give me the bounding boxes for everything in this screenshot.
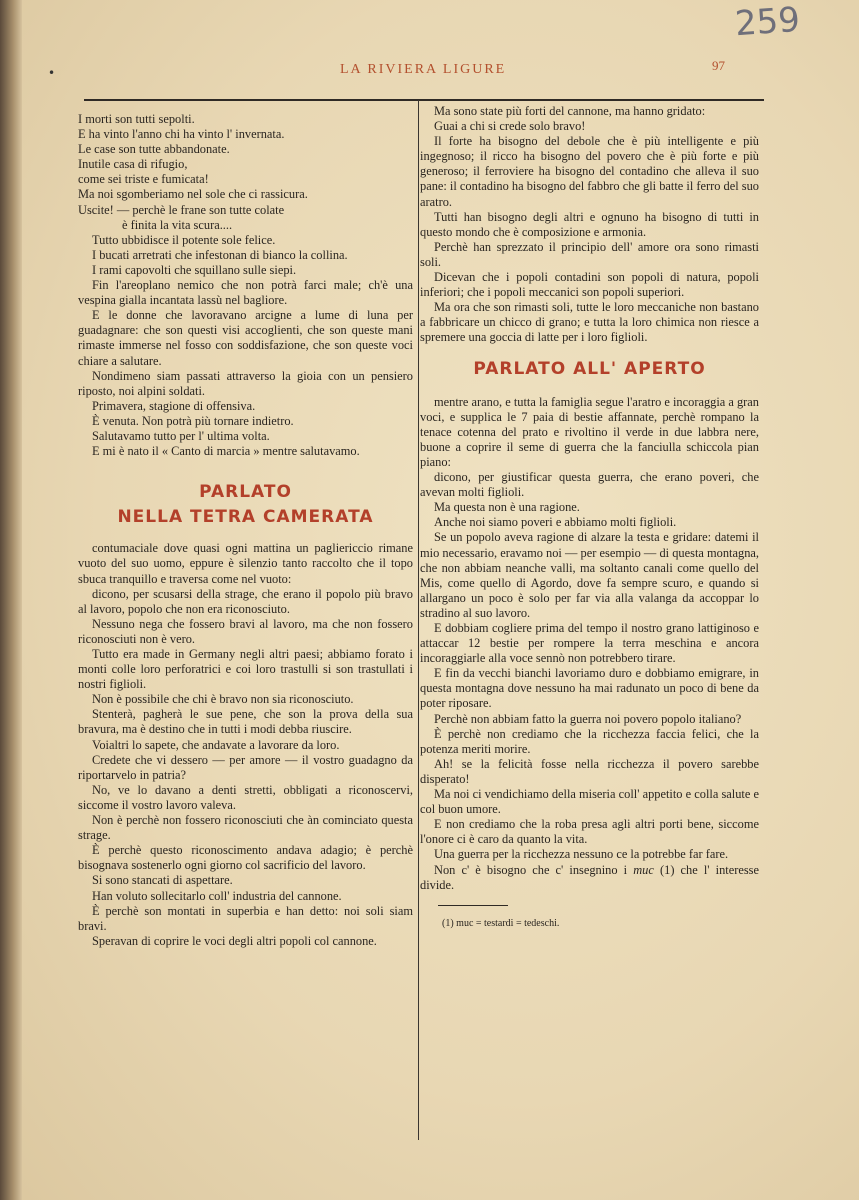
paragraph: contumaciale dove quasi ogni mattina un pagliericcio rimane vuoto del suo uomo, eppure è silenzio tanto raccolto che il topo sbuca tranquillo e traversa come nel vuoto: [78, 541, 413, 586]
verse-line: I morti son tutti sepolti. [78, 112, 195, 126]
paragraph: È venuta. Non potrà più tornare indietro. [92, 413, 294, 428]
paragraph: È perchè non crediamo che la ricchezza faccia felici, che la potenza meriti morire. [420, 726, 759, 756]
right-column [420, 104, 759, 931]
paragraph: Ma questa non è una ragione. [434, 500, 580, 515]
poem-verse [78, 112, 413, 233]
paragraph: No, ve lo davano a denti stretti, obbligati a riconoscervi, siccome il vostro lavoro valeva. [78, 782, 413, 812]
paragraph [420, 863, 759, 893]
paragraph: È perchè questo riconoscimento andava adagio; è perchè bisognava sostenerlo ogni giorno col sacrificio del lavoro. [78, 843, 413, 873]
paragraph: Perchè han sprezzato il principio dell' amore ora sono rimasti soli. [420, 239, 759, 269]
margin-dot: • [48, 66, 56, 80]
verse-line: è finita la vita scura.... [122, 217, 233, 232]
paragraph: E non crediamo che la roba presa agli altri porti bene, siccome l'onore ci è caro da quanto la vita. [420, 817, 759, 847]
paragraph: Fin l'areoplano nemico che non potrà farci male; ch'è una vespina gialla incantata lassù nel bagliore. [78, 278, 413, 308]
paragraph: mentre arano, e tutta la famiglia segue l'aratro e incoraggia a gran voci, e supplica le 7 paia di bestie affannate, perchè rompano la tenace cotenna del prato e rivoltino il verde in due labbra nere, buone a coprire il seme di guerra che la fanciulla schiccola pian piano: [420, 394, 759, 469]
header-rule [84, 99, 764, 101]
section-heading-aperto: PARLATO ALL' APERTO [473, 358, 706, 379]
paragraph: Non è possibile che chi è bravo non sia riconosciuto. [92, 692, 354, 707]
verse-line: Uscite! — perchè le frane son tutte colate [78, 202, 285, 217]
footnote-rule [438, 905, 508, 906]
paragraph: Guai a chi si crede solo bravo! [434, 119, 586, 134]
paragraph: Voialtri lo sapete, che andavate a lavorare da loro. [92, 737, 340, 752]
paragraph: Ah! se la felicità fosse nella ricchezza il povero sarebbe disperato! [420, 756, 759, 786]
pencil-page-number: 259 [733, 0, 802, 45]
page-number: 97 [712, 58, 725, 73]
paragraph: È perchè son montati in superbia e han detto: noi soli siam bravi. [78, 903, 413, 933]
paragraph: Perchè non abbiam fatto la guerra noi povero popolo italiano? [434, 711, 742, 726]
paragraph: Ma sono state più forti del cannone, ma hanno gridato: [434, 104, 706, 118]
paragraph: dicono, per giustificar questa guerra, che erano poveri, che avevan molti figlioli. [420, 470, 759, 500]
verse-line: E ha vinto l'anno chi ha vinto l' invernata. [78, 127, 285, 142]
paragraph: Anche noi siamo poveri e abbiamo molti figlioli. [434, 515, 677, 530]
verse-line: Le case son tutte abbandonate. [78, 142, 230, 157]
paragraph: Stenterà, pagherà le sue pene, che son la prova della sua bravura, ma è destino che in tutti i modi debba riuscire. [78, 707, 413, 737]
footnote: (1) muc = testardi = tedeschi. [442, 917, 560, 929]
running-head: LA RIVIERA LIGURE [340, 62, 507, 77]
paragraph: Nondimeno siam passati attraverso la gioia con un pensiero riposto, noi alpini soldati. [78, 368, 413, 398]
paragraph-italic-word: muc [633, 862, 654, 877]
paragraph: Il forte ha bisogno del debole che è più intelligente e più ingegnoso; il ricco ha bisogno del povero che è più forte e più generoso; il ferroviere ha bisogno del contadino che alleva il suo pane: il contadino ha bisogno del fabbro che gli batte il ferro del suo aratro. [420, 134, 759, 209]
paragraph: Nessuno nega che fossero bravi al lavoro, ma che non fossero riconosciuti non è vero. [78, 616, 413, 646]
paragraph: Speravan di coprire le voci degli altri popoli col cannone. [92, 933, 377, 948]
paragraph: Primavera, stagione di offensiva. [92, 398, 256, 413]
paragraph: Tutti han bisogno degli altri e ognuno ha bisogno di tutti in questo mondo che è composizione e armonia. [420, 209, 759, 239]
paragraph: Credete che vi dessero — per amore — il vostro guadagno da riportarvelo in patria? [78, 752, 413, 782]
section-heading-parlato: PARLATO [199, 482, 292, 503]
paragraph: E dobbiam cogliere prima del tempo il nostro grano lattiginoso e attaccar 12 bestie per rompere la terra meschina e ancora incoraggiarle alla voce sennò non potrebbero tirare. [420, 621, 759, 666]
left-paragraphs-2 [78, 541, 413, 949]
paragraph-text: (1) che l' interesse divide. [420, 862, 759, 892]
paragraph: Se un popolo aveva ragione di alzare la testa e gridare: datemi il mio necessario, eravamo noi — per esempio — di questa montagna, che non abbiam neanche valli, ma soltanto canali come quello del Mis, come quello di Agordo, dove fa sempre scuro, e quando si allargano un poco è solo per far via alla valanga da accoppar lo stradino al suo lavoro. [420, 530, 759, 620]
paragraph: I rami capovolti che squillano sulle siepi. [92, 262, 297, 277]
paragraph: Salutavamo tutto per l' ultima volta. [92, 428, 270, 443]
left-column [78, 112, 413, 949]
paragraph: Una guerra per la ricchezza nessuno ce la potrebbe far fare. [434, 847, 729, 862]
paragraph: Dicevan che i popoli contadini son popoli di natura, popoli inferiori; che i popoli meccanici son popoli superiori. [420, 270, 759, 300]
paragraph: Ma noi ci vendichiamo della miseria coll' appetito e colla salute e col buon umore. [420, 787, 759, 817]
section-heading-camerata: NELLA TETRA CAMERATA [117, 507, 374, 528]
paragraph: I bucati arretrati che infestonan di bianco la collina. [92, 247, 348, 262]
paragraph: E mi è nato il « Canto di marcia » mentre salutavamo. [92, 444, 360, 459]
paragraph: Tutto ubbidisce il potente sole felice. [92, 232, 276, 247]
right-paragraphs-1 [420, 104, 759, 346]
verse-line: Inutile casa di rifugio, [78, 157, 188, 172]
paragraph: E fin da vecchi bianchi lavoriamo duro e dobbiamo emigrare, in questa montagna dove nessuno ha mai radunato un poco di bene da poter riposare. [420, 666, 759, 711]
paragraph: E le donne che lavoravano arcigne a lume di luna per guadagnare: che son questi visi accoglienti, che son queste mani rimaste immerse nel fosso con soddisfazione, che son queste voci chiare a salutare. [78, 308, 413, 368]
verse-line: come sei triste e fumicata! [78, 172, 209, 187]
left-paragraphs-1 [78, 233, 413, 459]
paragraph: Han voluto sollecitarlo coll' industria del cannone. [92, 888, 342, 903]
paragraph: dicono, per scusarsi della strage, che erano il popolo più bravo al lavoro, popolo che non era riconosciuto. [78, 586, 413, 616]
column-divider [418, 100, 419, 1140]
paragraph: Tutto era made in Germany negli altri paesi; abbiamo forato i monti colle loro perforatrici e coi loro trastulli si son trastullati i nostri figlioli. [78, 647, 413, 692]
paragraph: Ma ora che son rimasti soli, tutte le loro meccaniche non bastano a fabbricare un chicco di grano; e tutta la loro chimica non riesce a spremere una goccia di latte per i loro figlioli. [420, 300, 759, 345]
paragraph: Si sono stancati di aspettare. [92, 873, 233, 888]
verse-line: Ma noi sgomberiamo nel sole che ci rassicura. [78, 187, 308, 202]
book-spine [0, 0, 22, 1200]
paragraph: Non è perchè non fossero riconosciuti che àn cominciato questa strage. [78, 813, 413, 843]
right-paragraphs-2 [420, 395, 759, 863]
paragraph-text: Non c' è bisogno che c' insegnino i [434, 862, 634, 877]
